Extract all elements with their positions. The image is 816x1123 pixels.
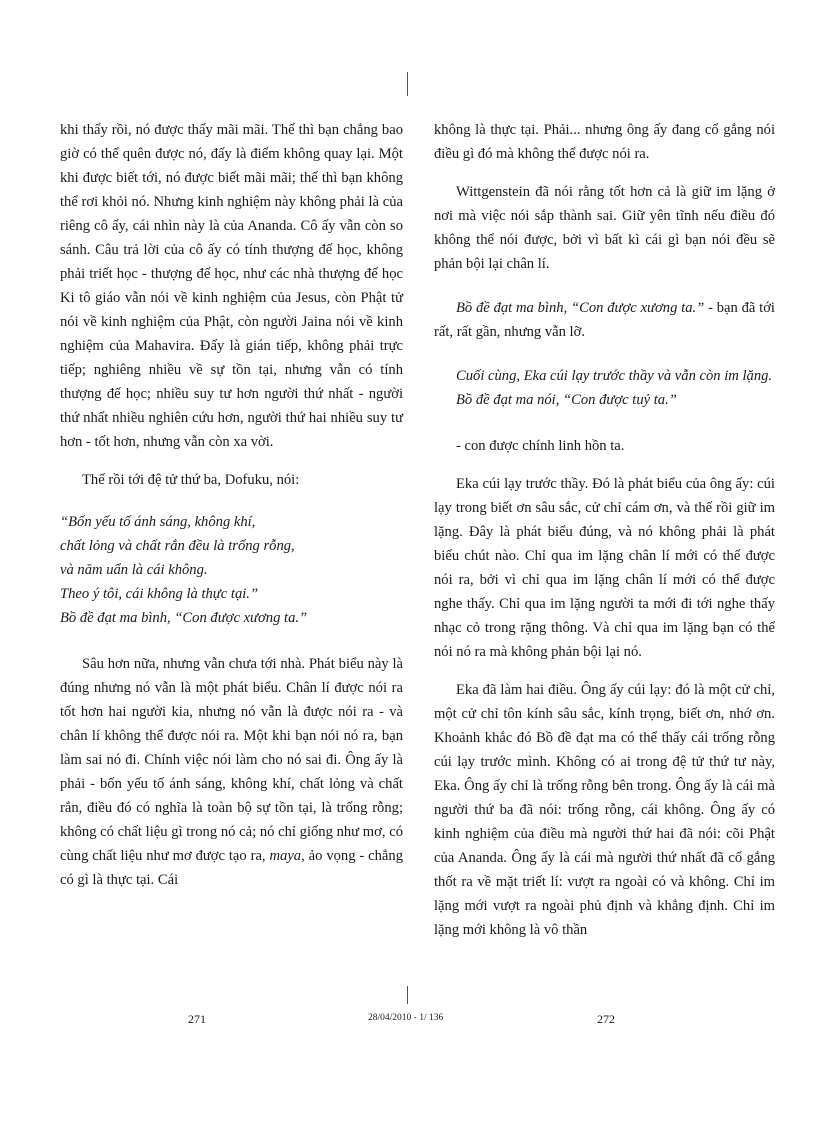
maya-term: maya <box>269 848 302 864</box>
poem-line-3: và năm uẩn là cái không. <box>60 562 208 578</box>
left-paragraph-3 <box>60 652 403 892</box>
right-page-column <box>434 118 775 956</box>
bodhidharma-quote: Bồ đề đạt ma bình, “Con được xương ta.” <box>456 300 705 316</box>
left-paragraph-2: Thế rồi tới đệ tử thứ ba, Dofuku, nói: <box>82 472 300 488</box>
right-paragraph-2: Wittgenstein đã nói rằng tốt hơn cả là giữ im lặng ở nơi mà việc nói sắp thành sai. Giữ yên tĩnh nếu điều đó không thể nói được, bởi vì bất kì cái gì bạn nói đều sẽ phản bội lại chân lí. <box>434 184 775 272</box>
poem-block <box>60 510 403 630</box>
eka-quote: Cuối cùng, Eka cúi lạy trước thầy và vẫn còn im lặng. Bồ đề đạt ma nói, “Con được tuỷ ta.” <box>456 368 773 408</box>
top-center-rule <box>407 72 408 96</box>
right-paragraph-6: Eka đã làm hai điều. Ông ấy cúi lạy: đó là một cử chỉ, một cử chỉ tôn kính sâu sắc, kính trọng, biết ơn, nhớ ơn. Khoảnh khắc đó Bồ đề đạt ma có thể thấy cái trống rỗng cúi lạy trước mình. Không có ai trong đệ tử thứ tư này, Eka. Ông ấy chỉ là trống rỗng bên trong. Ông ấy là cái mà người thứ ba đã nói: trống rỗng, cái không. Ông ấy có kinh nghiệm của điều mà người thứ hai đã nói: cõi Phật của Ananda. Ông ấy là cái mà người thứ nhất đã cố gắng thốt ra về mặt triết lí: vượt ra ngoài có và không. Chỉ im lặng mới vượt ra ngoài phủ định và khẳng định. Chỉ im lặng mới không là vô thần <box>434 682 775 938</box>
left-paragraph-1: khi thấy rồi, nó được thấy mãi mãi. Thế thì bạn chẳng bao giờ có thể quên được nó, đấy là điểm không quay lại. Một khi được biết tới, nó được biết mãi mãi; thế thì bạn không thể rơi khỏi nó. Nhưng kinh nghiệm này không phải là của riêng cô ấy, cái nhìn này là của Ananda. Cô ấy vẫn còn so sánh. Câu trả lời của cô ấy có tính thượng đế học, không phải triết học - thượng đế học, như các nhà thượng đế học Ki tô giáo vẫn nói về kinh nghiệm của Jesus, còn Phật tử nói về kinh nghiệm của Phật, còn người Jaina nói về kinh nghiệm của Mahavira. Đấy là gián tiếp, không phải trực tiếp; nghiêng nhiều về sự tồn tại, nhưng vẫn có tính thượng đế học; nhiều suy tư hơn người thứ nhất - người thứ nhất nhiều nghiên cứu hơn, người thứ hai nhiều suy tư hơn - tốt hơn, nhưng vẫn còn xa vời. <box>60 122 403 450</box>
right-paragraph-4: - con được chính linh hồn ta. <box>456 438 625 454</box>
poem-line-1: “Bốn yếu tố ánh sáng, không khí, <box>60 514 256 530</box>
right-paragraph-5: Eka cúi lạy trước thầy. Đó là phát biểu của ông ấy: cúi lạy trong biết ơn sâu sắc, cử chỉ cám ơn, và thế rồi giữ im lặng. Đây là phát biểu đúng, và nó không phải là phát biểu chút nào. Chỉ qua im lặng chân lí mới có thể được nói ra, bởi vì chỉ qua im lặng chân lí mới có thể được nghe thấy. Chỉ qua im lặng người ta mới đi tới nghe thấy nhạc cỏ trong rặng thông. Và chỉ qua im lặng bạn có thể nói nó ra mà không phản bội lại nó. <box>434 476 775 660</box>
left-page-column <box>60 118 403 906</box>
left-paragraph-3a: Sâu hơn nữa, nhưng vẫn chưa tới nhà. Phát biểu này là đúng nhưng nó vẫn là một phát biểu. Chân lí được nói ra tốt hơn hai người kia, nhưng nó vẫn là được nói ra - và chân lí không thể được nói ra. Một khi bạn nói nó ra, bạn làm sai nó đi. Chính việc nói làm cho nó sai đi. Ông ấy là phải - bốn yếu tố ánh sáng, không khí, chất lỏng và chất rắn, điều đó có nghĩa là toàn bộ sự tồn tại, là trống rỗng; không có chất liệu gì trong nó cả; nó chỉ giống như mơ, có cùng chất liệu như mơ được tạo ra, <box>60 656 403 864</box>
left-paragraph-3b: , ảo vọng - chẳng có gì là thực tại. Cái <box>60 848 403 888</box>
poem-quote: “Con được xương ta.” <box>174 610 308 626</box>
bottom-center-rule <box>407 986 408 1004</box>
poem-attribution: Bồ đề đạt ma bình, <box>60 610 175 626</box>
right-page-number: 272 <box>597 1012 615 1026</box>
right-paragraph-3b: - bạn đã tới rất, rất gần, nhưng vẫn lỡ. <box>434 300 775 340</box>
poem-line-4: Theo ý tôi, cái không là thực tại.” <box>60 586 259 602</box>
poem-line-2: chất lỏng và chất rắn đều là trống rỗng, <box>60 538 295 554</box>
left-page-number: 271 <box>188 1012 206 1026</box>
right-paragraph-1: không là thực tại. Phải... nhưng ông ấy đang cố gắng nói điều gì đó mà không thể được nói ra. <box>434 122 775 162</box>
print-date-stamp: 28/04/2010 - 1/ 136 <box>368 1013 444 1023</box>
poem-line-5 <box>60 606 403 630</box>
right-paragraph-3 <box>434 296 775 344</box>
